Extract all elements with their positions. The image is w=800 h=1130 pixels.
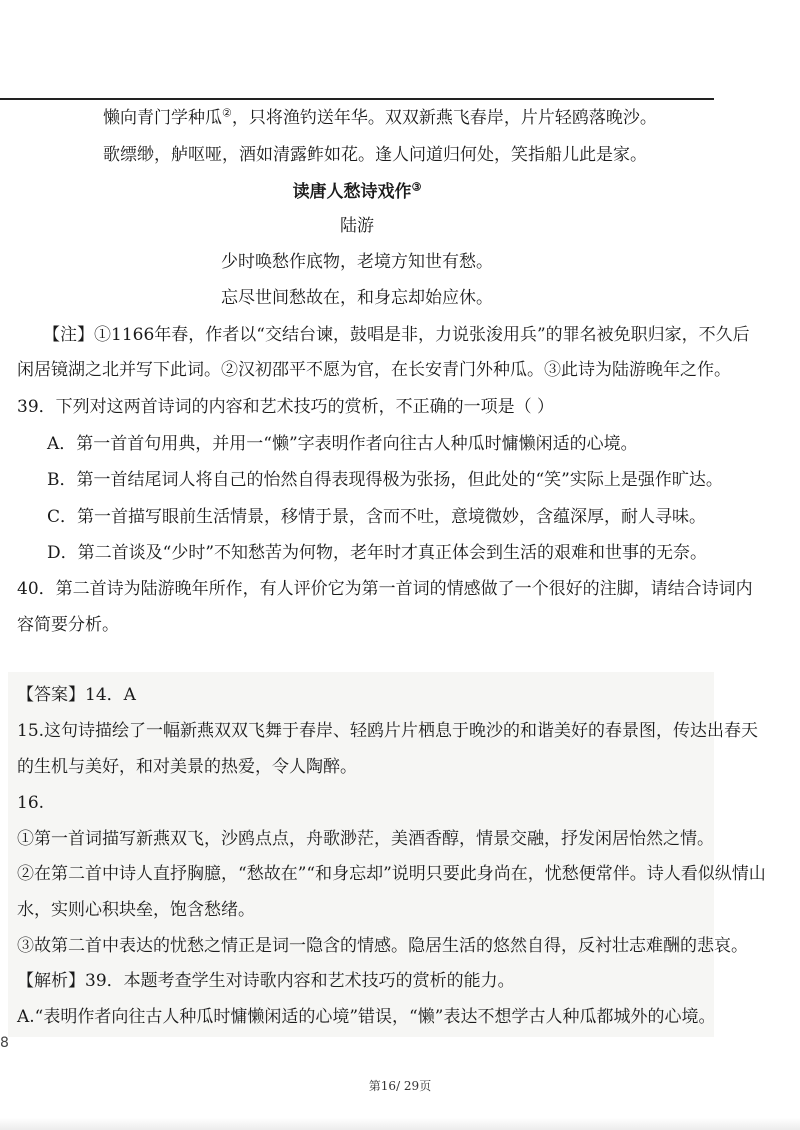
poem2-line1: 少时唤愁作底物，老境方知世有愁。 (221, 252, 493, 272)
poem1-line1 (103, 106, 657, 130)
poem2-author: 陆游 (340, 216, 374, 236)
analysis-header: 【解析】39．本题考查学生对诗歌内容和艺术技巧的赏析的能力。 (17, 971, 515, 991)
answer-15-line2: 的生机与美好，和对美景的热爱，令人陶醉。 (17, 757, 357, 777)
answer-16-point1: ①第一首词描写新燕双飞，沙鸥点点，舟歌渺茫，美酒香醇，情景交融，抒发闲居怡然之情。 (17, 829, 714, 849)
poem1-line1-text-a: 懒向青门学种瓜 (103, 108, 222, 128)
answer-16-point3: ③故第二首中表达的忧愁之情正是词一隐含的情感。隐居生活的悠然自得，反衬壮志难酬的悲哀。 (17, 936, 748, 956)
q39-option-d: D．第二首谈及“少时”不知愁苦为何物，老年时才真正体会到生活的艰难和世事的无奈。 (47, 543, 708, 563)
answer-16-label: 16. (17, 793, 45, 813)
q40-line1: 40．第二首诗为陆游晚年所作，有人评价它为第一首词的情感做了一个很好的注脚，请结合诗词内 (17, 579, 753, 599)
answer-16-point2-line2: 水，实则心积块垒，饱含愁绪。 (17, 900, 255, 920)
scan-edge (0, 1118, 800, 1130)
notes-line1: 【注】①1166年春，作者以“交结台谏，鼓唱是非，力说张浚用兵”的罪名被免职归家，不久后 (43, 325, 750, 345)
margin-mark: 8 (0, 1035, 9, 1051)
footnote-marker: ③ (411, 180, 422, 194)
poem2-line2: 忘尽世间愁故在，和身忘却始应休。 (221, 288, 493, 308)
poem2-title (0, 180, 714, 204)
answer-16-point2-line1: ②在第二首中诗人直抒胸臆，“愁故在”“和身忘却”说明只要此身尚在，忧愁便常伴。诗人看似纵情山 (17, 864, 766, 884)
notes-line2: 闲居镜湖之北并写下此词。②汉初邵平不愿为官，在长安青门外种瓜。③此诗为陆游晚年之作。 (17, 360, 731, 380)
answer-header: 【答案】14．A (17, 685, 136, 705)
answer-15-line1: 15.这句诗描绘了一幅新燕双双飞舞于春岸、轻鸥片片栖息于晚沙的和谐美好的春景图，传达出春天 (17, 721, 759, 741)
poem1-line1-text-b: ，只将渔钓送年华。双双新燕飞春岸，片片轻鸥落晚沙。 (231, 108, 657, 128)
header-rule (0, 98, 714, 100)
q40-line2: 容简要分析。 (17, 615, 119, 635)
q39-option-c: C．第一首描写眼前生活情景，移情于景，含而不吐，意境微妙，含蕴深厚，耐人寻味。 (47, 507, 707, 527)
q39-option-b: B．第一首结尾词人将自己的怡然自得表现得极为张扬，但此处的“笑”实际上是强作旷达。 (47, 470, 723, 490)
page-number: 第16/ 29页 (368, 1079, 432, 1093)
q39-stem: 39．下列对这两首诗词的内容和艺术技巧的赏析，不正确的一项是（ ） (17, 397, 555, 417)
poem1-line2: 歌缥缈，舻呕哑，酒如清露鲊如花。逢人问道归何处，笑指船儿此是家。 (103, 145, 647, 165)
footnote-marker: ② (222, 106, 232, 120)
q39-option-a: A．第一首首句用典，并用一“懒”字表明作者向往古人种瓜时慵懒闲适的心境。 (47, 434, 638, 454)
poem2-title-text: 读唐人愁诗戏作 (292, 182, 412, 202)
analysis-option-a: A.“表明作者向往古人种瓜时慵懒闲适的心境”错误，“懒”表达不想学古人种瓜都城外的心境。 (17, 1007, 716, 1027)
